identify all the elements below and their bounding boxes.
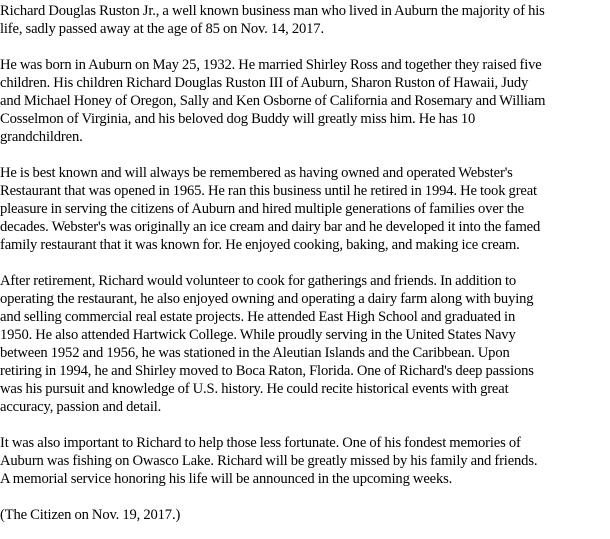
- paragraph-memorial: It was also important to Richard to help those less fortunate. One of his fondest memories of Auburn was fishing on Owasco Lake. Richard will be greatly missed by his family and friends. A memorial service honoring his life will be announced in the upcoming weeks.: [0, 435, 538, 487]
- source-citation: (The Citizen on Nov. 19, 2017.): [0, 507, 181, 523]
- paragraph-intro: Richard Douglas Ruston Jr., a well known business man who lived in Auburn the majority of his life, sadly passed away at the age of 85 on Nov. 14, 2017.: [0, 3, 545, 37]
- paragraph-family: He was born in Auburn on May 25, 1932. He married Shirley Ross and together they raised five children. His children Richard Douglas Ruston III of Auburn, Sharon Ruston of Hawaii, Judy and Michael Honey of Oregon, Sally and Ken Osborne of California and Rosemary and William Cosselmon of Virginia, and his beloved dog Buddy will greatly miss him. He has 10 grandchildren.: [0, 57, 546, 145]
- paragraph-retirement: After retirement, Richard would volunteer to cook for gatherings and friends. In addition to operating the restaurant, he also enjoyed owning and operating a dairy farm along with buying and selling commercial real estate projects. He attended East High School and graduated in 1950. He also attended Hartwick College. While proudly serving in the United States Navy between 1952 and 1956, he was stationed in the Aleutian Islands and the Caribbean. Upon retiring in 1994, he and Shirley moved to Boca Raton, Florida. One of Richard's deep passions was his pursuit and knowledge of U.S. history. He could recite historical events with great accuracy, passion and detail.: [0, 273, 534, 415]
- obituary-document: [0, 2, 606, 524]
- paragraph-career: He is best known and will always be remembered as having owned and operated Webster's Restaurant that was opened in 1965. He ran this business until he retired in 1994. He took great pleasure in serving the citizens of Auburn and hired multiple generations of families over the decades. Webster's was originally an ice cream and dairy bar and he developed it into the famed family restaurant that it was known for. He enjoyed cooking, baking, and making ice cream.: [0, 165, 541, 253]
